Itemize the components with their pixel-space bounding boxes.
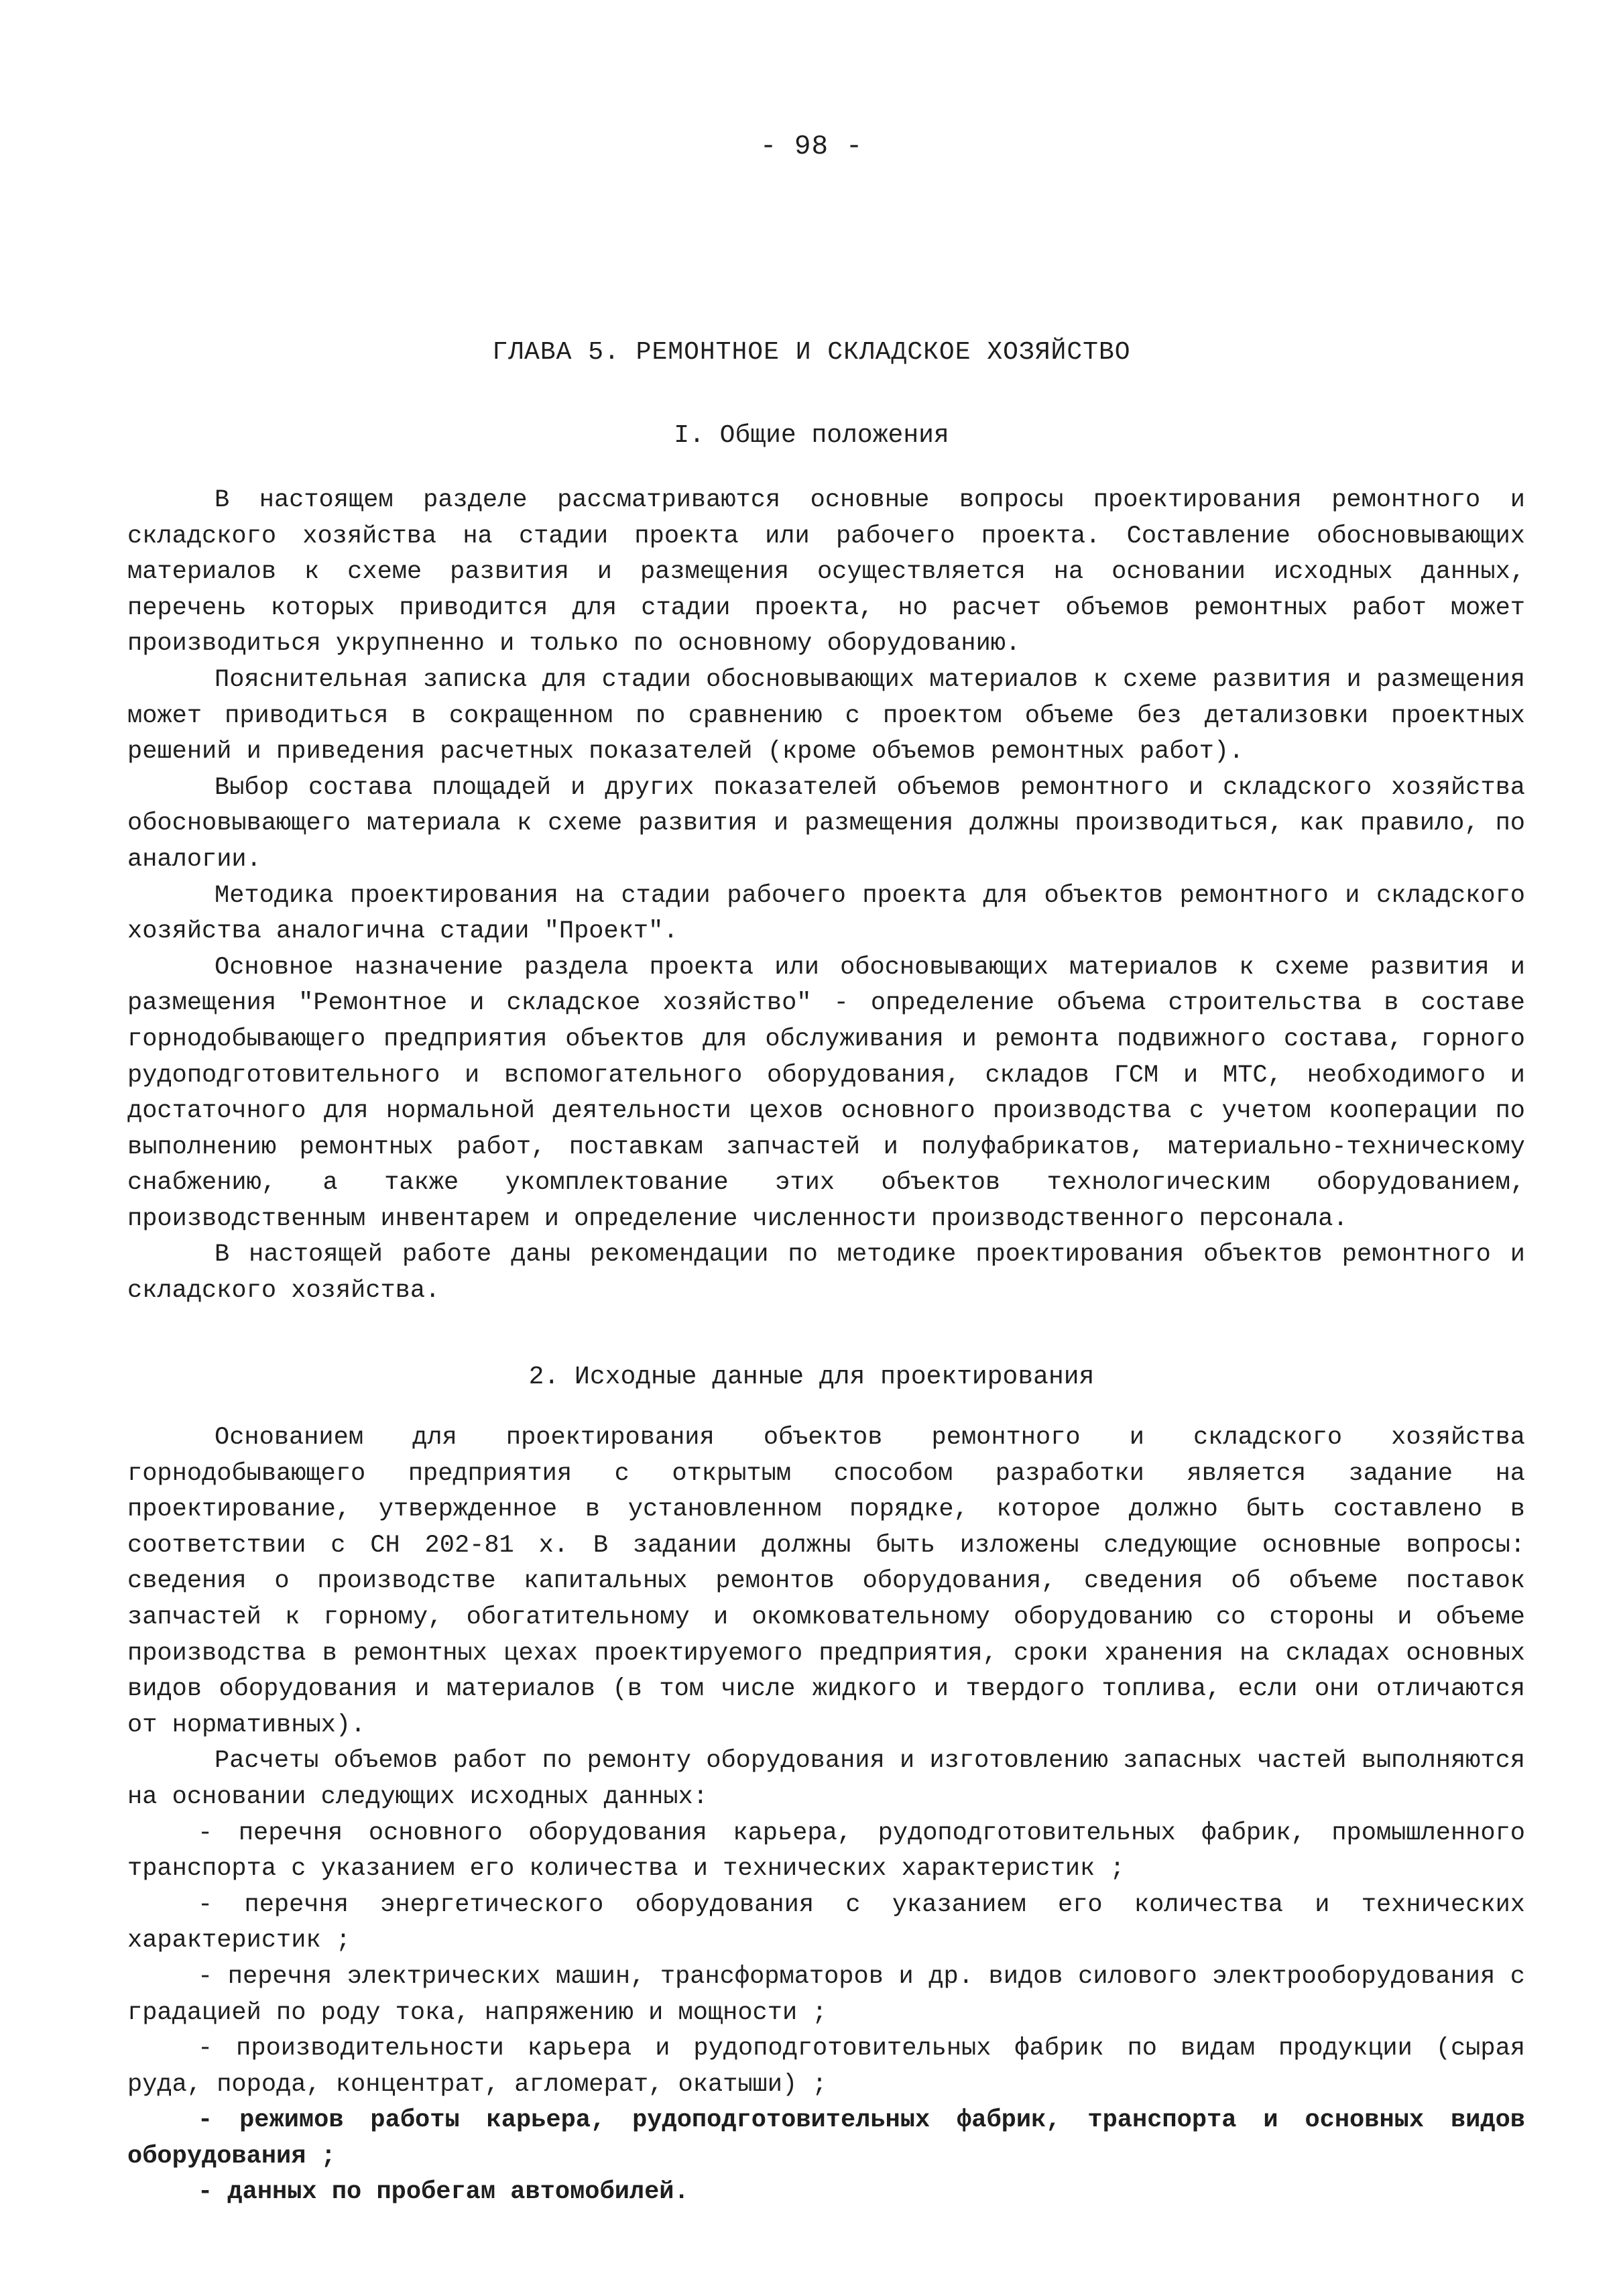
paragraph: Пояснительная записка для стадии обосновывающих материалов к схеме развития и размещения может приводиться в сокращенном по сравнению с проектом объеме без детализовки проектных решений и приведения расчетных показателей (кроме объемов ремонтных работ). [127, 665, 1525, 766]
paragraph: Выбор состава площадей и других показателей объемов ремонтного и складского хозяйства обосновывающего материала к схеме развития и размещения должны производиться, как правило, по аналогии. [127, 773, 1525, 874]
paragraph: Расчеты объемов работ по ремонту оборудования и изготовлению запасных частей выполняются на основании следующих исходных данных: [127, 1747, 1525, 1811]
paragraph: Методика проектирования на стадии рабочего проекта для объектов ремонтного и складского хозяйства аналогична стадии "Проект". [127, 881, 1525, 946]
paragraph: Основное назначение раздела проекта или обосновывающих материалов к схеме развития и размещения "Ремонтное и складское хозяйство" - определение объема строительства в составе горнодобывающего предприятия объектов для обслуживания и ремонта подвижного состава, горного рудоподготовительного и вспомогательного оборудования, складов ГСМ и МТС, необходимого и достаточного для нормальной деятельности цехов основного производства с учетом кооперации по выполнению ремонтных работ, поставкам запчастей и полуфабрикатов, материально-техническому снабжению, а также укомплектование этих объектов технологическим оборудованием, производственным инвентарем и определение численности производственного персонала. [127, 953, 1525, 1233]
list-item: - производительности карьера и рудоподготовительных фабрик по видам продукции (сырая руда, порода, концентрат, агломерат, окатыши) ; [127, 2034, 1525, 2099]
list-item: - режимов работы карьера, рудоподготовительных фабрик, транспорта и основных видов оборудования ; [127, 2106, 1525, 2171]
section-2-body [127, 1420, 1525, 2211]
paragraph: В настоящем разделе рассматриваются основные вопросы проектирования ремонтного и складского хозяйства на стадии проекта или рабочего проекта. Составление обосновывающих материалов к схеме развития и размещения осуществляется на основании исходных данных, перечень которых приводится для стадии проекта, но расчет объемов ремонтных работ может производиться укрупненно и только по основному оборудованию. [127, 486, 1525, 658]
chapter-title: ГЛАВА 5. РЕМОНТНОЕ И СКЛАДСКОЕ ХОЗЯЙСТВО [492, 338, 1131, 367]
list-item: - данных по пробегам автомобилей. [198, 2178, 689, 2207]
section-1-title: I. Общие положения [674, 421, 949, 450]
page-number: - 98 - [760, 131, 863, 162]
list-item: - перечня энергетического оборудования с указанием его количества и технических характеристик ; [127, 1890, 1525, 1955]
list-item: - перечня электрических машин, трансформаторов и др. видов силового электрооборудования с градацией по роду тока, напряжению и мощности ; [127, 1962, 1525, 2027]
list-item: - перечня основного оборудования карьера, рудоподготовительных фабрик, промышленного транспорта с указанием его количества и технических характеристик ; [127, 1819, 1525, 1884]
section-1-body [127, 483, 1525, 1310]
section-2-title: 2. Исходные данные для проектирования [528, 1363, 1095, 1391]
paragraph: В настоящей работе даны рекомендации по методике проектирования объектов ремонтного и складского хозяйства. [127, 1241, 1525, 1306]
paragraph: Основанием для проектирования объектов ремонтного и складского хозяйства горнодобывающего предприятия с открытым способом разработки является задание на проектирование, утвержденное в установленном порядке, которое должно быть составлено в соответствии с СН 202-81 х. В задании должны быть изложены следующие основные вопросы: сведения о производстве капитальных ремонтов оборудования, сведения об объеме поставок запчастей к горному, обогатительному и окомковательному оборудованию со стороны и объеме производства в ремонтных цехах проектируемого предприятия, сроки хранения на складах основных видов оборудования и материалов (в том числе жидкого и твердого топлива, если они отличаются от нормативных). [127, 1424, 1525, 1739]
